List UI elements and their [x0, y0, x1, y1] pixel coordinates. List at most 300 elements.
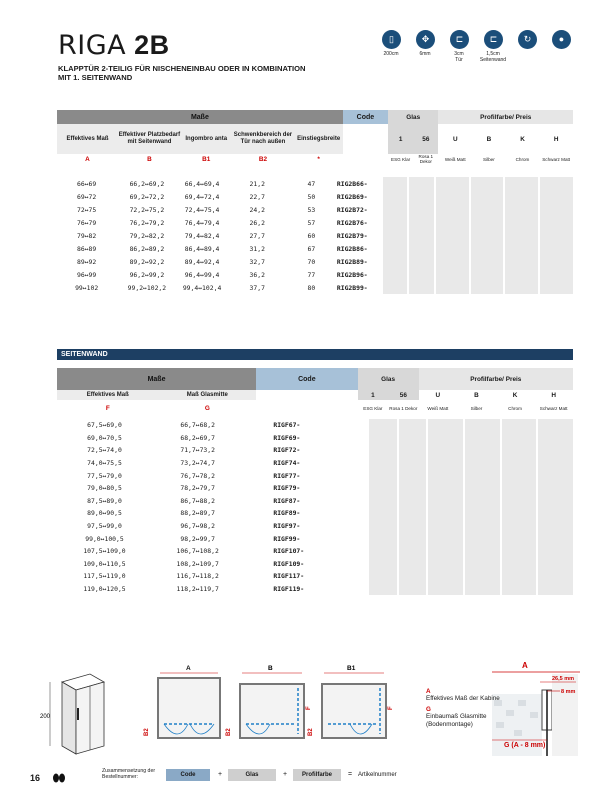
price-cell	[537, 457, 573, 470]
price-cell	[408, 268, 435, 281]
article-code: RIGF119-	[273, 585, 305, 594]
drawing2-right-label: F	[306, 706, 312, 710]
profil-column: H	[534, 390, 573, 400]
price-cell	[537, 432, 573, 445]
price-cell	[464, 545, 501, 558]
price-cell	[501, 532, 538, 545]
detail-a-label: A	[522, 661, 528, 670]
price-cell	[368, 545, 397, 558]
article-code: RIG2B72-	[336, 205, 368, 214]
plan-drawing-1	[144, 665, 220, 738]
masse-header-2: Maße	[57, 368, 256, 390]
profil-column: K	[506, 124, 540, 154]
table-row	[57, 583, 573, 596]
price-cell	[435, 177, 470, 190]
dimension-value: 24,2	[249, 205, 265, 214]
article-code: RIGF72-	[273, 446, 301, 455]
dimension-value: 76↔79	[77, 218, 97, 227]
profil-column: K	[496, 390, 535, 400]
price-cell	[501, 432, 538, 445]
price-cell	[435, 190, 470, 203]
price-cell	[408, 216, 435, 229]
table-row	[57, 190, 573, 203]
article-code: RIG2B86-	[336, 244, 368, 253]
article-code: RIGF77-	[273, 471, 301, 480]
dimension-value: 69↔72	[77, 192, 97, 201]
price-cell	[382, 229, 409, 242]
dimension-value: 21,2	[249, 179, 265, 188]
article-code: RIGF87-	[273, 496, 301, 505]
price-cell	[368, 570, 397, 583]
price-cell	[427, 432, 464, 445]
price-cell	[368, 507, 397, 520]
article-code: RIG2B69-	[336, 192, 368, 201]
price-cell	[427, 419, 464, 432]
dimension-value: 36,2	[249, 270, 265, 279]
dimension-value: 99↔102	[75, 283, 99, 292]
price-cell	[382, 268, 409, 281]
price-cell	[537, 419, 573, 432]
dimension-value: 79↔82	[77, 231, 97, 240]
price-cell	[368, 444, 397, 457]
price-cell	[464, 495, 501, 508]
table-row	[57, 457, 573, 470]
price-cell	[382, 203, 409, 216]
price-cell	[427, 558, 464, 571]
price-cell	[539, 281, 573, 294]
glas-column: 56	[413, 124, 438, 154]
price-cell	[504, 177, 539, 190]
table-row	[57, 432, 573, 445]
article-code: RIGF69-	[273, 433, 301, 442]
dimension-value: 116,7↔118,2	[176, 572, 219, 581]
table-row	[57, 242, 573, 255]
dimension-value: 96,2↔99,2	[129, 270, 165, 279]
profil-sub-label: Silber	[483, 156, 495, 162]
page-number: 16	[30, 773, 41, 783]
price-cell	[539, 190, 573, 203]
price-cell	[368, 495, 397, 508]
dimension-value: 77	[307, 270, 316, 279]
plan-drawing-2	[226, 665, 312, 738]
dimension-value: 89↔92	[77, 257, 97, 266]
price-cell	[470, 268, 505, 281]
price-cell	[537, 532, 573, 545]
door-adjust-label: 3cm Tür	[454, 51, 464, 63]
dimension-letter: B1	[202, 155, 211, 163]
shower-3d-drawing	[40, 674, 104, 754]
height-label: 200	[40, 714, 51, 720]
price-cell	[464, 570, 501, 583]
profil-sub-label: Weiß Matt	[427, 405, 449, 411]
footer-profil-box: Profilfarbe	[293, 769, 341, 781]
price-cell	[464, 469, 501, 482]
reversible-icon: ↻	[518, 30, 537, 49]
price-cell	[427, 545, 464, 558]
glas-sub-label: Rosa 1 Dekor	[389, 405, 418, 411]
dimension-value: 72,5↔74,0	[87, 446, 122, 455]
price-cell	[398, 432, 427, 445]
price-cell	[501, 570, 538, 583]
glas-sub-label: Rosa 1 Dekor	[418, 154, 434, 164]
price-cell	[537, 545, 573, 558]
table-row	[57, 255, 573, 268]
table-row	[57, 444, 573, 457]
dimension-value: 79,2↔82,2	[129, 231, 165, 240]
dimension-value: 96,7↔98,2	[180, 522, 215, 531]
product-subtitle	[58, 64, 358, 82]
drawing3-label: B1	[347, 665, 356, 672]
price-cell	[368, 583, 397, 596]
plan-drawing-3	[308, 665, 394, 738]
product-name: RIGA	[58, 30, 127, 61]
price-cell	[537, 444, 573, 457]
glas-header: Glas	[388, 110, 438, 124]
drawing3-side-label: B2	[308, 728, 314, 736]
profil-column: B	[457, 390, 496, 400]
dimension-value: 22,7	[249, 192, 265, 201]
article-code: RIG2B66-	[336, 179, 368, 188]
drawing1-label: A	[186, 665, 191, 672]
detail-26-label: 26,5 mm	[552, 676, 575, 682]
dimension-value: 72,4↔75,4	[184, 205, 220, 214]
price-cell	[398, 532, 427, 545]
dimension-value: 106,7↔108,2	[176, 547, 219, 556]
footer-result: Artikelnummer	[358, 772, 397, 778]
price-cell	[435, 203, 470, 216]
dimension-value: 74,0↔75,5	[87, 459, 122, 468]
price-cell	[398, 583, 427, 596]
detail-g-label: G (A - 8 mm)	[504, 742, 546, 749]
dimension-value: 76,7↔78,2	[180, 471, 215, 480]
glas-sub-label: ESG Klar	[391, 156, 411, 162]
price-cell	[501, 469, 538, 482]
glass-thickness-label: 6mm	[419, 51, 431, 57]
price-cell	[539, 242, 573, 255]
profil-column: U	[438, 124, 472, 154]
price-cell	[501, 482, 538, 495]
price-cell	[504, 268, 539, 281]
dimension-legend	[426, 688, 506, 728]
price-cell	[368, 558, 397, 571]
brand-logo-icon	[52, 773, 66, 783]
column-header: Effektiver Platzbedarf mit Seitenwand	[118, 124, 181, 154]
dimension-value: 67,5↔69,0	[87, 421, 122, 430]
price-cell	[537, 469, 573, 482]
footer-glas-box: Glas	[228, 769, 276, 781]
price-cell	[435, 281, 470, 294]
price-cell	[427, 444, 464, 457]
drawing2-label: B	[268, 665, 273, 672]
dimension-value: 57	[307, 218, 316, 227]
price-cell	[368, 520, 397, 533]
dimension-value: 71,7↔73,2	[180, 446, 215, 455]
glas-column: 1	[388, 124, 413, 154]
price-cell	[539, 177, 573, 190]
column-header: Maß Glasmitte	[159, 390, 257, 400]
dimension-value: 86,4↔89,4	[184, 244, 220, 253]
price-cell	[501, 444, 538, 457]
price-cell	[470, 203, 505, 216]
article-code: RIG2B96-	[336, 270, 368, 279]
dimension-value: 26,2	[249, 218, 265, 227]
footer-equals: =	[348, 771, 353, 778]
price-cell	[408, 281, 435, 294]
table-row	[57, 495, 573, 508]
legend-a-letter: A	[426, 688, 431, 695]
dimension-value: 89,0↔90,5	[87, 509, 122, 518]
dimension-value: 78,2↔79,7	[180, 484, 215, 493]
dimension-value: 69,4↔72,4	[184, 192, 220, 201]
section-title-seitenwand: SEITENWAND	[57, 349, 573, 360]
dimension-value: 50	[307, 192, 316, 201]
table-row	[57, 558, 573, 571]
page-title	[58, 30, 170, 61]
price-cell	[382, 281, 409, 294]
profil-header-2: Profilfarbe/ Preis	[419, 368, 573, 390]
price-cell	[368, 457, 397, 470]
table-row	[57, 268, 573, 281]
price-cell	[470, 281, 505, 294]
dimension-value: 79,0↔80,5	[87, 484, 122, 493]
code-spacer	[343, 124, 388, 154]
product-model: 2B	[134, 30, 170, 60]
price-cell	[435, 216, 470, 229]
table-row	[57, 216, 573, 229]
dimension-value: 79,4↔82,4	[184, 231, 220, 240]
dimension-value: 99,4↔102,4	[182, 283, 222, 292]
price-cell	[501, 545, 538, 558]
article-code: RIGF107-	[273, 547, 305, 556]
dimension-value: 77,5↔79,0	[87, 471, 122, 480]
article-code: RIG2B99-	[336, 283, 368, 292]
subtitle-line-1: KLAPPTÜR 2-TEILIG FÜR NISCHENEINBAU ODER IN KOMBINATION	[58, 64, 306, 73]
article-code: RIGF117-	[273, 572, 305, 581]
dimension-value: 119,0↔120,5	[83, 585, 126, 594]
table-row	[57, 419, 573, 432]
price-cell	[464, 520, 501, 533]
dimension-value: 66,4↔69,4	[184, 179, 220, 188]
price-cell	[398, 444, 427, 457]
article-code: RIGF67-	[273, 421, 301, 430]
dimension-value: 117,5↔119,0	[83, 572, 126, 581]
profil-sub-label: Silber	[470, 405, 483, 411]
price-cell	[398, 570, 427, 583]
code-header: Code	[343, 110, 388, 124]
article-code: RIG2B76-	[336, 218, 368, 227]
drawing1-side-label: B2	[144, 728, 150, 736]
dimension-value: 89,2↔92,2	[129, 257, 165, 266]
article-code: RIGF97-	[273, 522, 301, 531]
profil-sub-label: Chrom	[508, 405, 522, 411]
dimension-value: 87,5↔89,0	[87, 496, 122, 505]
profil-sub-label: Schwarz Matt	[542, 156, 571, 162]
table-row	[57, 482, 573, 495]
side-panel-table	[57, 368, 573, 416]
price-cell	[470, 255, 505, 268]
price-cell	[427, 495, 464, 508]
dimension-letter: A	[85, 155, 90, 163]
dimension-value: 86,7↔88,2	[180, 496, 215, 505]
table-row	[57, 532, 573, 545]
dimension-value: 32,7	[249, 257, 265, 266]
price-cell	[427, 583, 464, 596]
legend-g-text: Einbaumaß Glasmitte (Bodenmontage)	[426, 713, 487, 728]
dimension-value: 88,2↔89,7	[180, 509, 215, 518]
price-cell	[464, 419, 501, 432]
price-cell	[435, 242, 470, 255]
price-cell	[504, 203, 539, 216]
door-dimensions-rows	[57, 177, 573, 294]
price-cell	[464, 532, 501, 545]
code-spacer	[256, 400, 358, 416]
price-cell	[470, 190, 505, 203]
price-cell	[427, 482, 464, 495]
dimension-value: 107,5↔109,0	[83, 547, 126, 556]
price-cell	[504, 255, 539, 268]
dimension-value: 47	[307, 179, 316, 188]
code-header-2: Code	[256, 368, 358, 390]
article-code: RIGF109-	[273, 559, 305, 568]
price-cell	[368, 469, 397, 482]
side-adjust-icon: ⊏	[484, 30, 503, 49]
article-code: RIGF99-	[273, 534, 301, 543]
article-code: RIGF74-	[273, 459, 301, 468]
price-cell	[382, 242, 409, 255]
glas-column: 1	[358, 390, 388, 400]
footer-plus-2: +	[283, 771, 288, 778]
price-cell	[501, 520, 538, 533]
height-label: 200cm	[383, 51, 399, 57]
profil-sub-label: Weiß Matt	[444, 156, 466, 162]
glass-thickness-icon: ✥	[416, 30, 435, 49]
price-cell	[382, 177, 409, 190]
price-cell	[537, 583, 573, 596]
dimension-value: 89,4↔92,4	[184, 257, 220, 266]
dimension-value: 98,2↔99,7	[180, 534, 215, 543]
side-adjust-label: 1,5cm Seitenwand	[479, 51, 507, 63]
table-row	[57, 507, 573, 520]
profil-sub-label: Schwarz Matt	[539, 405, 568, 411]
price-cell	[501, 419, 538, 432]
dimension-value: 86↔89	[77, 244, 97, 253]
dimension-value: 96,4↔99,4	[184, 270, 220, 279]
code-spacer	[343, 154, 388, 164]
price-cell	[464, 583, 501, 596]
glas-column: 56	[388, 390, 418, 400]
footer-plus-1: +	[218, 771, 223, 778]
dimension-value: 66,7↔68,2	[180, 421, 215, 430]
dimension-value: 68,2↔69,7	[180, 433, 215, 442]
price-cell	[539, 229, 573, 242]
price-cell	[504, 190, 539, 203]
price-cell	[435, 268, 470, 281]
price-cell	[539, 216, 573, 229]
price-cell	[427, 520, 464, 533]
price-cell	[470, 216, 505, 229]
price-cell	[464, 482, 501, 495]
price-cell	[408, 190, 435, 203]
price-cell	[470, 177, 505, 190]
dimension-value: 70	[307, 257, 316, 266]
price-cell	[427, 469, 464, 482]
dimension-value: 31,2	[249, 244, 265, 253]
technical-drawings	[20, 660, 600, 764]
dimension-letter: F	[105, 404, 110, 412]
dimension-value: 99,2↔102,2	[127, 283, 167, 292]
price-cell	[408, 242, 435, 255]
price-cell	[464, 457, 501, 470]
price-cell	[470, 242, 505, 255]
legend-g-letter: G	[426, 705, 431, 713]
dimension-value: 69,2↔72,2	[129, 192, 165, 201]
glas-sub-label: ESG Klar	[363, 405, 383, 411]
dimension-value: 109,0↔110,5	[83, 559, 126, 568]
price-cell	[464, 444, 501, 457]
dimension-value: 99,0↔100,5	[85, 534, 124, 543]
dimension-value: 66,2↔69,2	[129, 179, 165, 188]
glas-header-2: Glas	[358, 368, 419, 390]
price-cell	[368, 482, 397, 495]
profil-column: B	[472, 124, 506, 154]
price-cell	[501, 495, 538, 508]
price-cell	[501, 583, 538, 596]
price-cell	[537, 558, 573, 571]
side-panel-rows	[57, 419, 573, 595]
price-cell	[539, 203, 573, 216]
drawing2-side-label: B2	[226, 728, 232, 736]
water-drop-icon: ●	[552, 30, 571, 49]
dimension-value: 80	[307, 283, 316, 292]
price-cell	[504, 242, 539, 255]
dimension-value: 73,2↔74,7	[180, 459, 215, 468]
price-cell	[501, 457, 538, 470]
height-icon: ▯	[382, 30, 401, 49]
price-cell	[464, 507, 501, 520]
door-dimensions-table	[57, 110, 573, 164]
price-cell	[398, 507, 427, 520]
price-cell	[408, 177, 435, 190]
dimension-value: 27,7	[249, 231, 265, 240]
dimension-value: 69,0↔70,5	[87, 433, 122, 442]
dimension-value: 86,2↔89,2	[129, 244, 165, 253]
dimension-value: 76,4↔79,4	[184, 218, 220, 227]
dimension-value: 66↔69	[77, 179, 97, 188]
price-cell	[537, 495, 573, 508]
price-cell	[539, 255, 573, 268]
feature-icons	[382, 30, 572, 68]
table-row	[57, 281, 573, 294]
article-code: RIGF79-	[273, 484, 301, 493]
table-row	[57, 545, 573, 558]
price-cell	[382, 190, 409, 203]
detail-8-label: 8 mm	[561, 689, 576, 695]
code-spacer	[256, 390, 358, 400]
masse-header: Maße	[57, 110, 343, 124]
price-cell	[398, 469, 427, 482]
price-cell	[382, 216, 409, 229]
price-cell	[539, 268, 573, 281]
profil-column: U	[419, 390, 458, 400]
price-cell	[537, 507, 573, 520]
dimension-value: 118,2↔119,7	[176, 585, 219, 594]
price-cell	[537, 482, 573, 495]
price-cell	[464, 558, 501, 571]
price-cell	[470, 229, 505, 242]
price-cell	[408, 203, 435, 216]
price-cell	[501, 558, 538, 571]
subtitle-line-2: MIT 1. SEITENWAND	[58, 73, 133, 82]
